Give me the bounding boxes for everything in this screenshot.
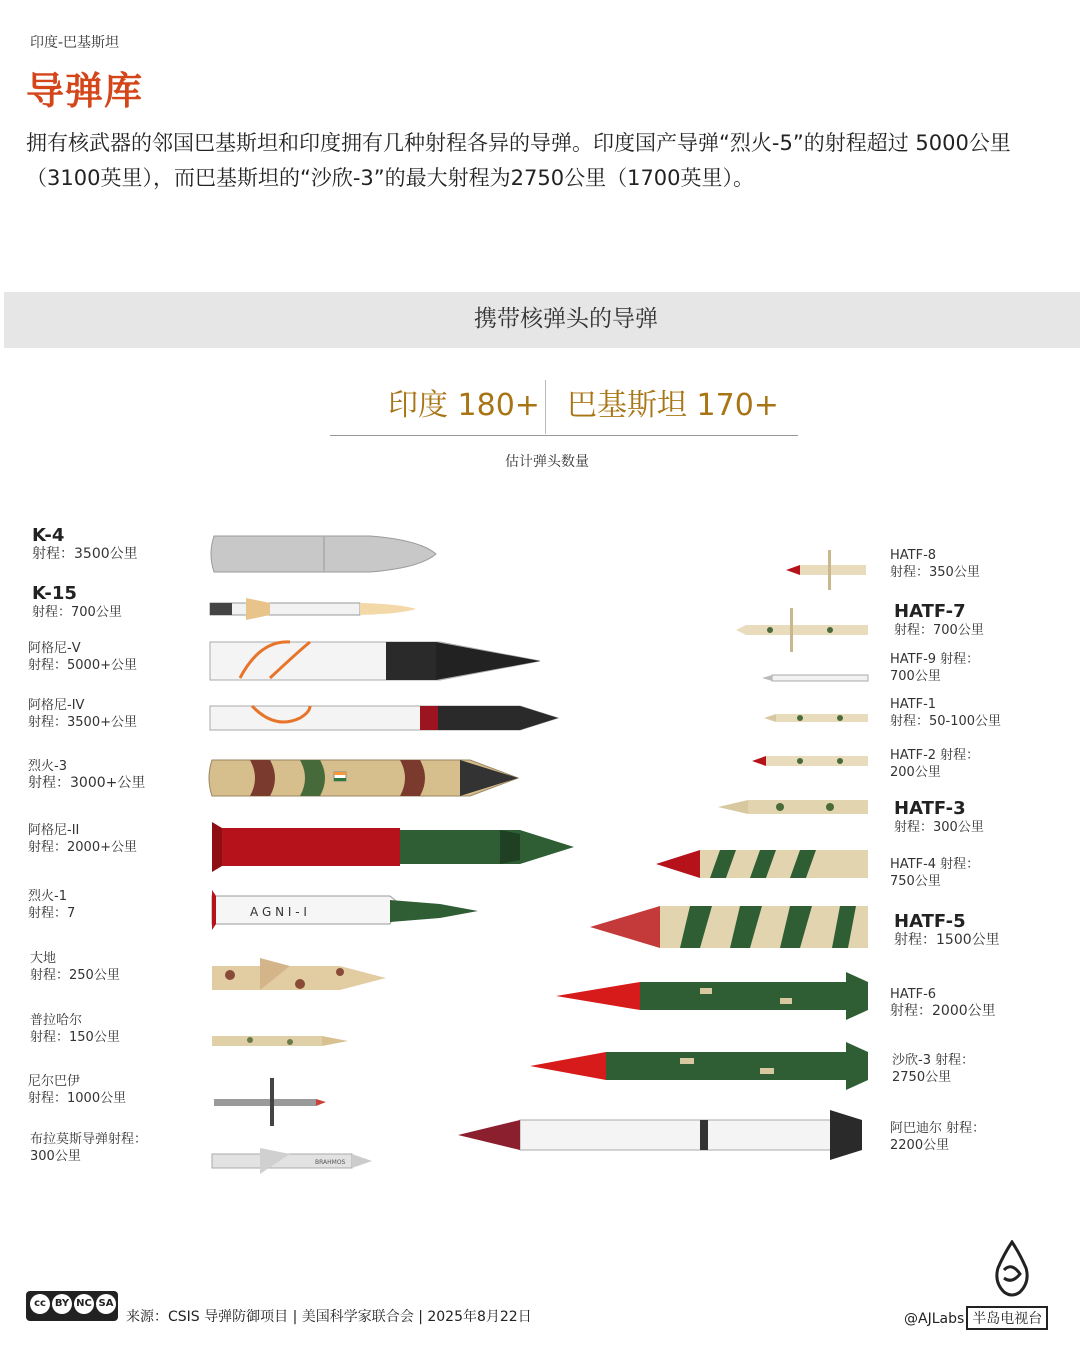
missile-hatf2	[752, 756, 868, 766]
section-title: 携带核弹头的导弹	[474, 306, 658, 332]
label-hatf1: HATF-1 射程：50-100公里	[890, 697, 1002, 729]
label-hatf4: HATF-4 射程： 750公里	[890, 857, 980, 889]
credit	[904, 1306, 1048, 1330]
pakistan-warhead-count: 巴基斯坦 170+	[567, 388, 779, 423]
page-title: 导弹库	[26, 69, 144, 113]
label-agni3: 烈火-3 射程：3000+公里	[28, 759, 146, 791]
label-k4: K-4 射程：3500公里	[32, 525, 138, 562]
brand-name: 半岛电视台	[966, 1306, 1048, 1330]
by-icon: BY	[52, 1294, 72, 1314]
india-warhead-count: 印度 180+	[388, 388, 540, 423]
label-brahmos: 布拉莫斯导弹射程： 300公里	[30, 1132, 148, 1164]
label-ababeel: 阿巴迪尔 射程： 2200公里	[890, 1121, 986, 1153]
cc-icon: cc	[30, 1294, 50, 1314]
label-hatf2: HATF-2 射程： 200公里	[890, 748, 980, 780]
label-hatf8: HATF-8 射程：350公里	[890, 548, 980, 580]
source-text: 来源：CSIS 导弹防御项目 | 美国科学家联合会 | 2025年8月22日	[126, 1309, 532, 1325]
missile-hatf6	[556, 972, 868, 1020]
label-hatf6: HATF-6 射程：2000公里	[890, 987, 996, 1019]
missile-k15	[210, 598, 416, 620]
missile-hatf1	[764, 714, 868, 722]
intro-paragraph: 拥有核武器的邻国巴基斯坦和印度拥有几种射程各异的导弹。印度国产导弹“烈火-5”的射程超过 5000公里（3100英里），而巴基斯坦的“沙欣-3”的最大射程为2750公里（1700英里）。	[26, 131, 1011, 190]
creative-commons-badge	[26, 1291, 118, 1321]
al-jazeera-logo-icon	[990, 1240, 1034, 1298]
label-shaheen3: 沙欣-3 射程： 2750公里	[892, 1053, 975, 1085]
missile-nirbhay	[214, 1078, 326, 1126]
label-hatf7: HATF-7 射程：700公里	[894, 601, 984, 638]
label-k15: K-15 射程：700公里	[32, 583, 122, 620]
label-hatf9: HATF-9 射程： 700公里	[890, 652, 980, 684]
label-hatf3: HATF-3 射程：300公里	[894, 798, 984, 835]
sa-icon: SA	[96, 1294, 116, 1314]
missile-agni5	[210, 642, 540, 680]
brahmos-marking: BRAHMOS	[315, 1159, 346, 1166]
missile-brahmos	[212, 1148, 372, 1174]
missile-k4	[211, 536, 436, 572]
warhead-caption: 估计弹头数量	[505, 454, 589, 470]
missile-agni4	[210, 706, 558, 730]
label-prahaar: 普拉哈尔 射程：150公里	[30, 1013, 120, 1045]
label-agni2: 阿格尼-II 射程：2000+公里	[28, 823, 137, 855]
missile-hatf8	[786, 550, 866, 590]
missile-prahaar	[212, 1036, 348, 1046]
missile-hatf5	[590, 906, 868, 948]
missile-hatf3	[718, 800, 868, 814]
missile-agni2	[212, 822, 574, 872]
missile-hatf9	[762, 675, 868, 681]
label-agni1: 烈火-1 射程：7	[28, 889, 76, 921]
ajlabs-handle: @AJLabs	[904, 1311, 965, 1327]
missile-agni1	[212, 890, 478, 930]
missile-prithvi	[212, 958, 386, 990]
label-prithvi: 大地 射程：250公里	[30, 951, 120, 983]
label-nirbhay: 尼尔巴伊 射程：1000公里	[28, 1074, 127, 1106]
missile-hatf7	[736, 608, 868, 652]
missile-hatf4	[656, 850, 868, 878]
nc-icon: NC	[74, 1294, 94, 1314]
label-agni5: 阿格尼-V 射程：5000+公里	[28, 641, 137, 673]
missile-agni3	[209, 760, 518, 796]
label-agni4: 阿格尼-IV 射程：3500+公里	[28, 698, 137, 730]
kicker: 印度-巴基斯坦	[30, 35, 120, 51]
agni1-marking: A G N I - I	[250, 905, 307, 919]
missile-ababeel	[458, 1110, 862, 1160]
label-hatf5: HATF-5 射程：1500公里	[894, 911, 1000, 948]
missile-shaheen3	[530, 1042, 868, 1090]
